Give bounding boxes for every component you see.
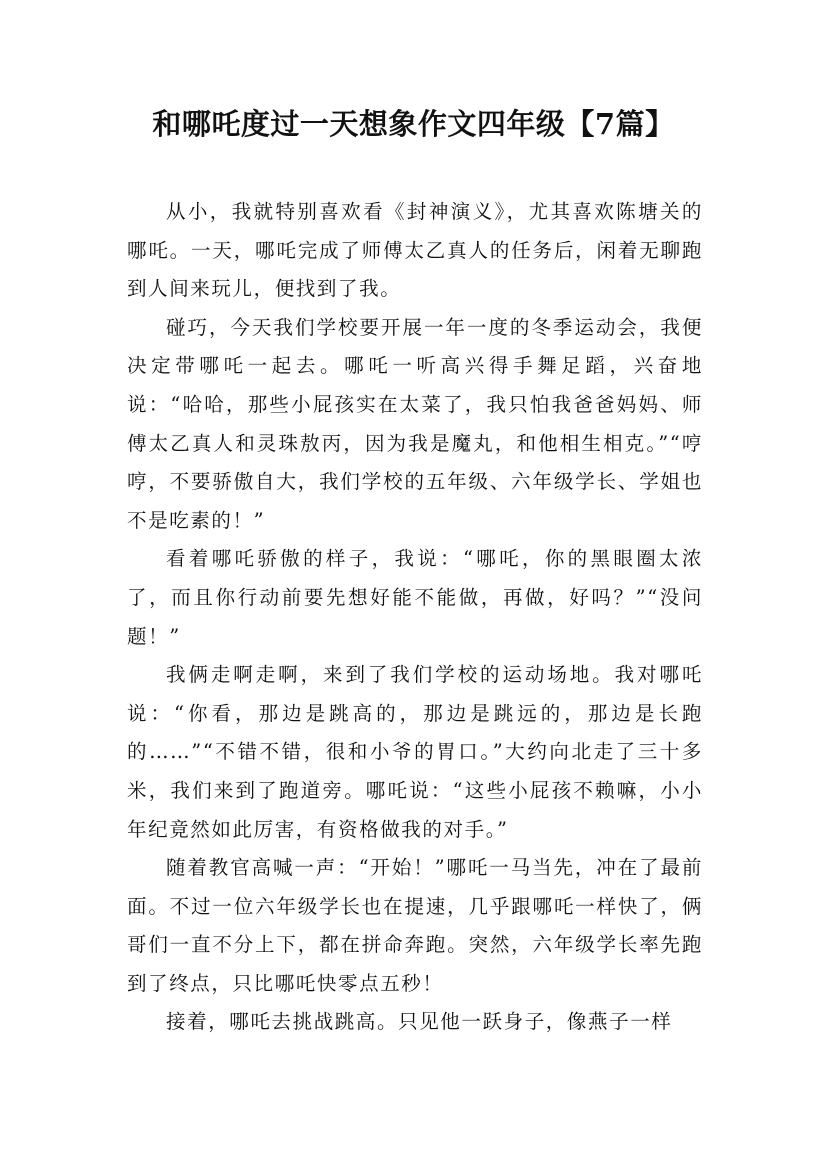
paragraph-2: 碰巧，今天我们学校要开展一年一度的冬季运动会，我便决定带哪吒一起去。哪吒一听高兴得手舞足蹈，兴奋地说：“哈哈，那些小屁孩实在太菜了，我只怕我爸爸妈妈、师傅太乙真人和灵珠敖丙，因为我是魔丸，和他相生相克。”“哼哼，不要骄傲自大，我们学校的五年级、六年级学长、学姐也不是吃素的！” [127, 315, 703, 532]
document-body [127, 193, 703, 1042]
paragraph-4: 我俩走啊走啊，来到了我们学校的运动场地。我对哪吒说：“你看，那边是跳高的，那边是跳远的，那边是长跑的……”“不错不错，很和小爷的胃口。”大约向北走了三十多米，我们来到了跑道旁。哪吒说：“这些小屁孩不赖嘛，小小年纪竟然如此厉害，有资格做我的对手。” [127, 663, 703, 841]
document-title: 和哪吒度过一天想象作文四年级【7篇】 [152, 107, 675, 141]
paragraph-1: 从小，我就特别喜欢看《封神演义》，尤其喜欢陈塘关的哪吒。一天，哪吒完成了师傅太乙真人的任务后，闲着无聊跑到人间来玩儿，便找到了我。 [127, 200, 703, 301]
paragraph-5: 随着教官高喊一声：“开始！”哪吒一马当先，冲在了最前面。不过一位六年级学长也在提速，几乎跟哪吒一样快了，俩哥们一直不分上下，都在拼命奔跑。突然，六年级学长率先跑到了终点，只比哪吒快零点五秒！ [127, 856, 703, 995]
paragraph-6: 接着，哪吒去挑战跳高。只见他一跃身子，像燕子一样 [166, 1010, 673, 1034]
paragraph-3: 看着哪吒骄傲的样子，我说：“哪吒，你的黑眼圈太浓了，而且你行动前要先想好能不能做，再做，好吗？”“没问题！” [127, 547, 703, 648]
